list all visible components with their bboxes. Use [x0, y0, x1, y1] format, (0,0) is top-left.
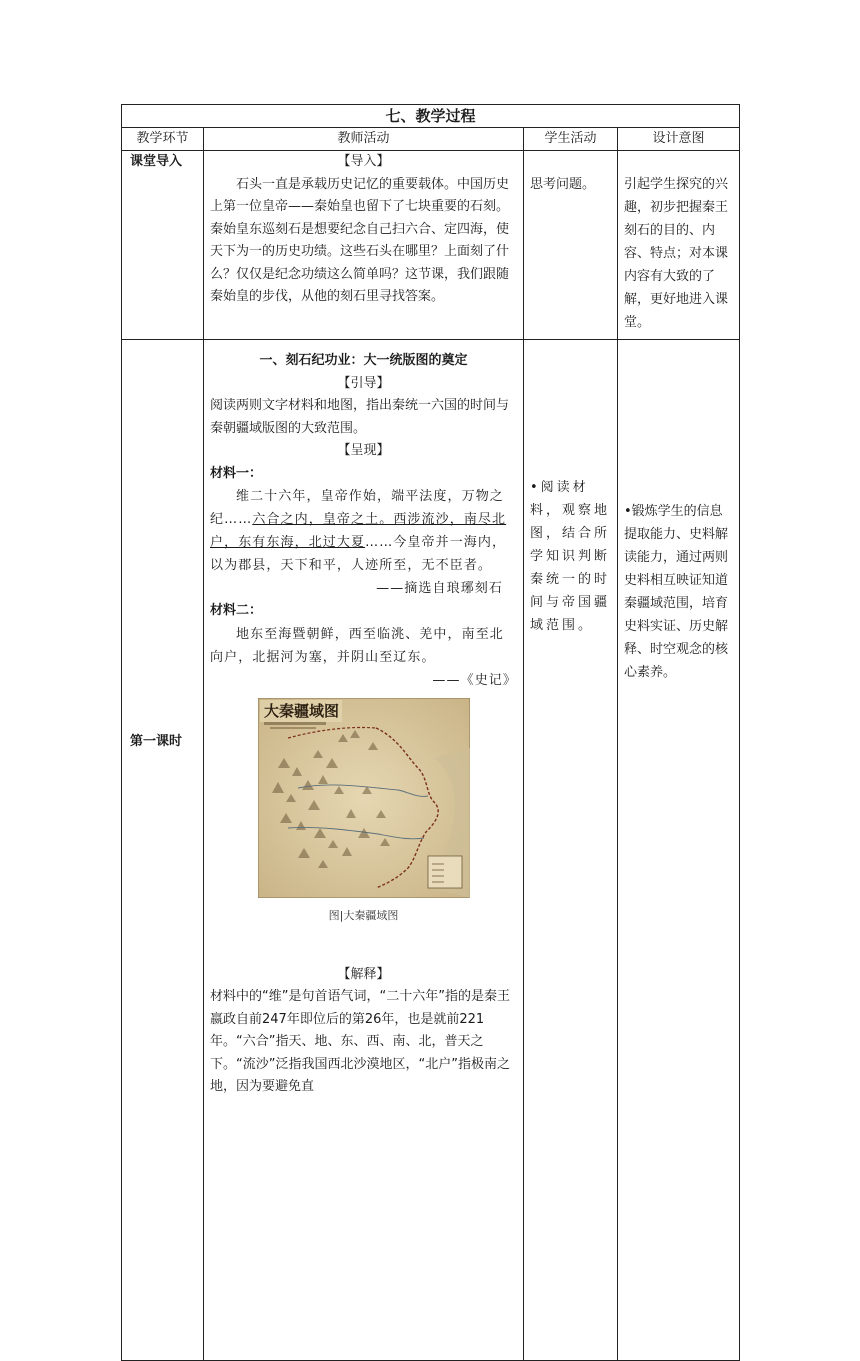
header-stage: 教学环节 — [122, 128, 204, 151]
design-lesson1-text: •锻炼学生的信息提取能力、史料解读能力，通过两则史料相互映证知道秦疆域范围，培育史料实证、历史解释、时空观念的核心素养。 — [624, 504, 729, 680]
student-lesson1-text: •阅读材料，观察地图，结合所学知识判断秦统一的时间与帝国疆域范围。 — [530, 480, 611, 633]
intro-paragraph: 石头一直是承载历史记忆的重要载体。中国历史上第一位皇帝——秦始皇也留下了七块重要的石刻。秦始皇东巡刻石是想要纪念自己扫六合、定四海，使天下为一的历史功绩。这些石头在哪里？上面刻了什么？仅仅是纪念功绩这么简单吗？这节课，我们跟随秦始皇的步伐，从他的刻石里寻找答案。 — [210, 176, 510, 304]
material1-part-a: 维二十六年，皇帝作始，端平法度，万物之纪…… — [210, 489, 504, 527]
guide-text: 阅读两则文字材料和地图，指出秦统一六国的时间与秦朝疆域版图的大致范围。 — [210, 398, 510, 436]
material1-underlined: 六合之内，皇帝之土。西涉流沙，南尽北户，东有东海，北过大夏 — [210, 512, 507, 550]
material2-text: 地东至海暨朝鲜，西至临洮、羌中，南至北向户，北据河为塞，并阴山至辽东。 — [210, 626, 504, 665]
guide-heading: 【引导】 — [337, 375, 390, 391]
material1-label: 材料一： — [210, 465, 263, 481]
intro-heading: 【导入】 — [337, 154, 390, 169]
design-intro-text: 引起学生探究的兴趣，初步把握秦王刻石的目的、内容、特点；对本课内容有大致的了解，更好地进入课堂。 — [624, 177, 729, 330]
teacher-intro-cell — [204, 151, 524, 340]
explain-heading: 【解释】 — [337, 966, 390, 982]
table-row-intro — [122, 151, 740, 340]
section-title: 一、刻石纪功业：大一统版图的奠定 — [259, 353, 468, 368]
stage-intro: 课堂导入 — [122, 151, 204, 340]
material2-label: 材料二： — [210, 603, 263, 618]
stage-lesson1 — [122, 340, 204, 1361]
teaching-process-table — [121, 104, 740, 1361]
student-intro-text: 思考问题。 — [530, 177, 596, 192]
header-student: 学生活动 — [524, 128, 618, 151]
header-teacher: 教师活动 — [204, 128, 524, 151]
student-lesson1 — [524, 340, 618, 1361]
design-intro — [618, 151, 740, 340]
material1-part-b: ……今皇帝并一海内，以为郡县，天下和平，人迹所至，无不臣者。 — [210, 535, 507, 573]
qin-territory-map — [258, 698, 470, 898]
teacher-lesson1-cell — [204, 340, 524, 1361]
map-caption: 图|大秦疆域图 — [328, 908, 399, 922]
header-design: 设计意图 — [618, 128, 740, 151]
present-heading: 【呈现】 — [337, 443, 390, 458]
explain-text: 材料中的“维”是句首语气词，“二十六年”指的是秦王嬴政自前247年即位后的第26年，也是就前221年。“六合”指天、地、东、西、南、北，普天之下。“流沙”泛指我国西北沙漠地区，“北户”指极南之地，因为要避免直 — [210, 989, 510, 1094]
material1-text — [210, 485, 517, 577]
map-title: 大秦疆域图 — [263, 701, 339, 720]
table-row-lesson1 — [122, 340, 740, 1361]
material2-source: ——《史记》 — [432, 672, 517, 688]
design-lesson1 — [618, 340, 740, 1361]
material1-source: ——摘选自琅琊刻石 — [376, 581, 503, 596]
table-title: 七、教学过程 — [122, 105, 740, 128]
stage-lesson1-text: 第一课时 — [130, 733, 183, 749]
student-intro — [524, 151, 618, 340]
